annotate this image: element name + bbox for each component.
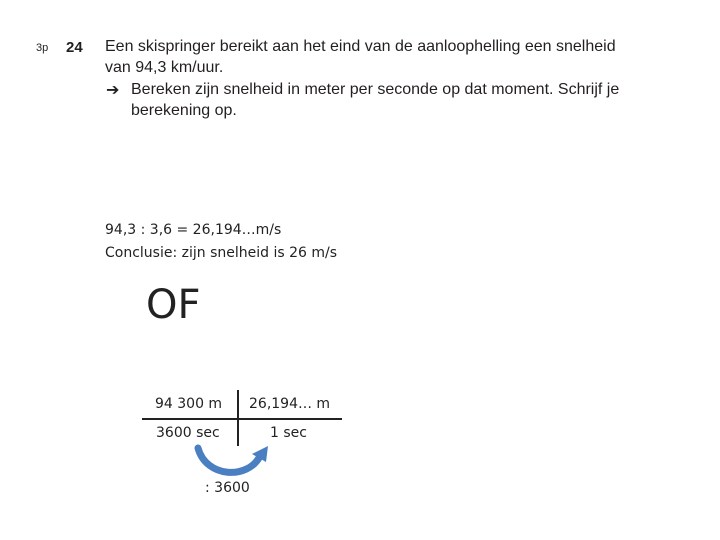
curved-arrow-icon <box>190 442 280 484</box>
question-line-1: Een skispringer bereikt aan het eind van de aanloophelling een snelheid <box>105 38 616 55</box>
question-line-2: van 94,3 km/uur. <box>105 59 224 76</box>
arrow-right-icon: ➔ <box>106 82 120 99</box>
question-number: 24 <box>66 39 83 56</box>
table-horizontal-line <box>142 418 342 420</box>
operation-label: : 3600 <box>205 480 250 496</box>
cell-top-right: 26,194… m <box>249 396 331 412</box>
question-line-3: Bereken zijn snelheid in meter per seconde op dat moment. Schrijf je <box>131 81 620 98</box>
conclusion-line: Conclusie: zijn snelheid is 26 m/s <box>105 245 338 261</box>
or-separator: OF <box>146 282 201 328</box>
calculation-line: 94,3 : 3,6 = 26,194…m/s <box>105 222 282 238</box>
cell-top-left: 94 300 m <box>155 396 223 412</box>
question-line-4: berekening op. <box>131 102 237 119</box>
cell-bottom-right: 1 sec <box>270 425 307 441</box>
cell-bottom-left: 3600 sec <box>156 425 220 441</box>
points-label: 3p <box>36 42 49 54</box>
